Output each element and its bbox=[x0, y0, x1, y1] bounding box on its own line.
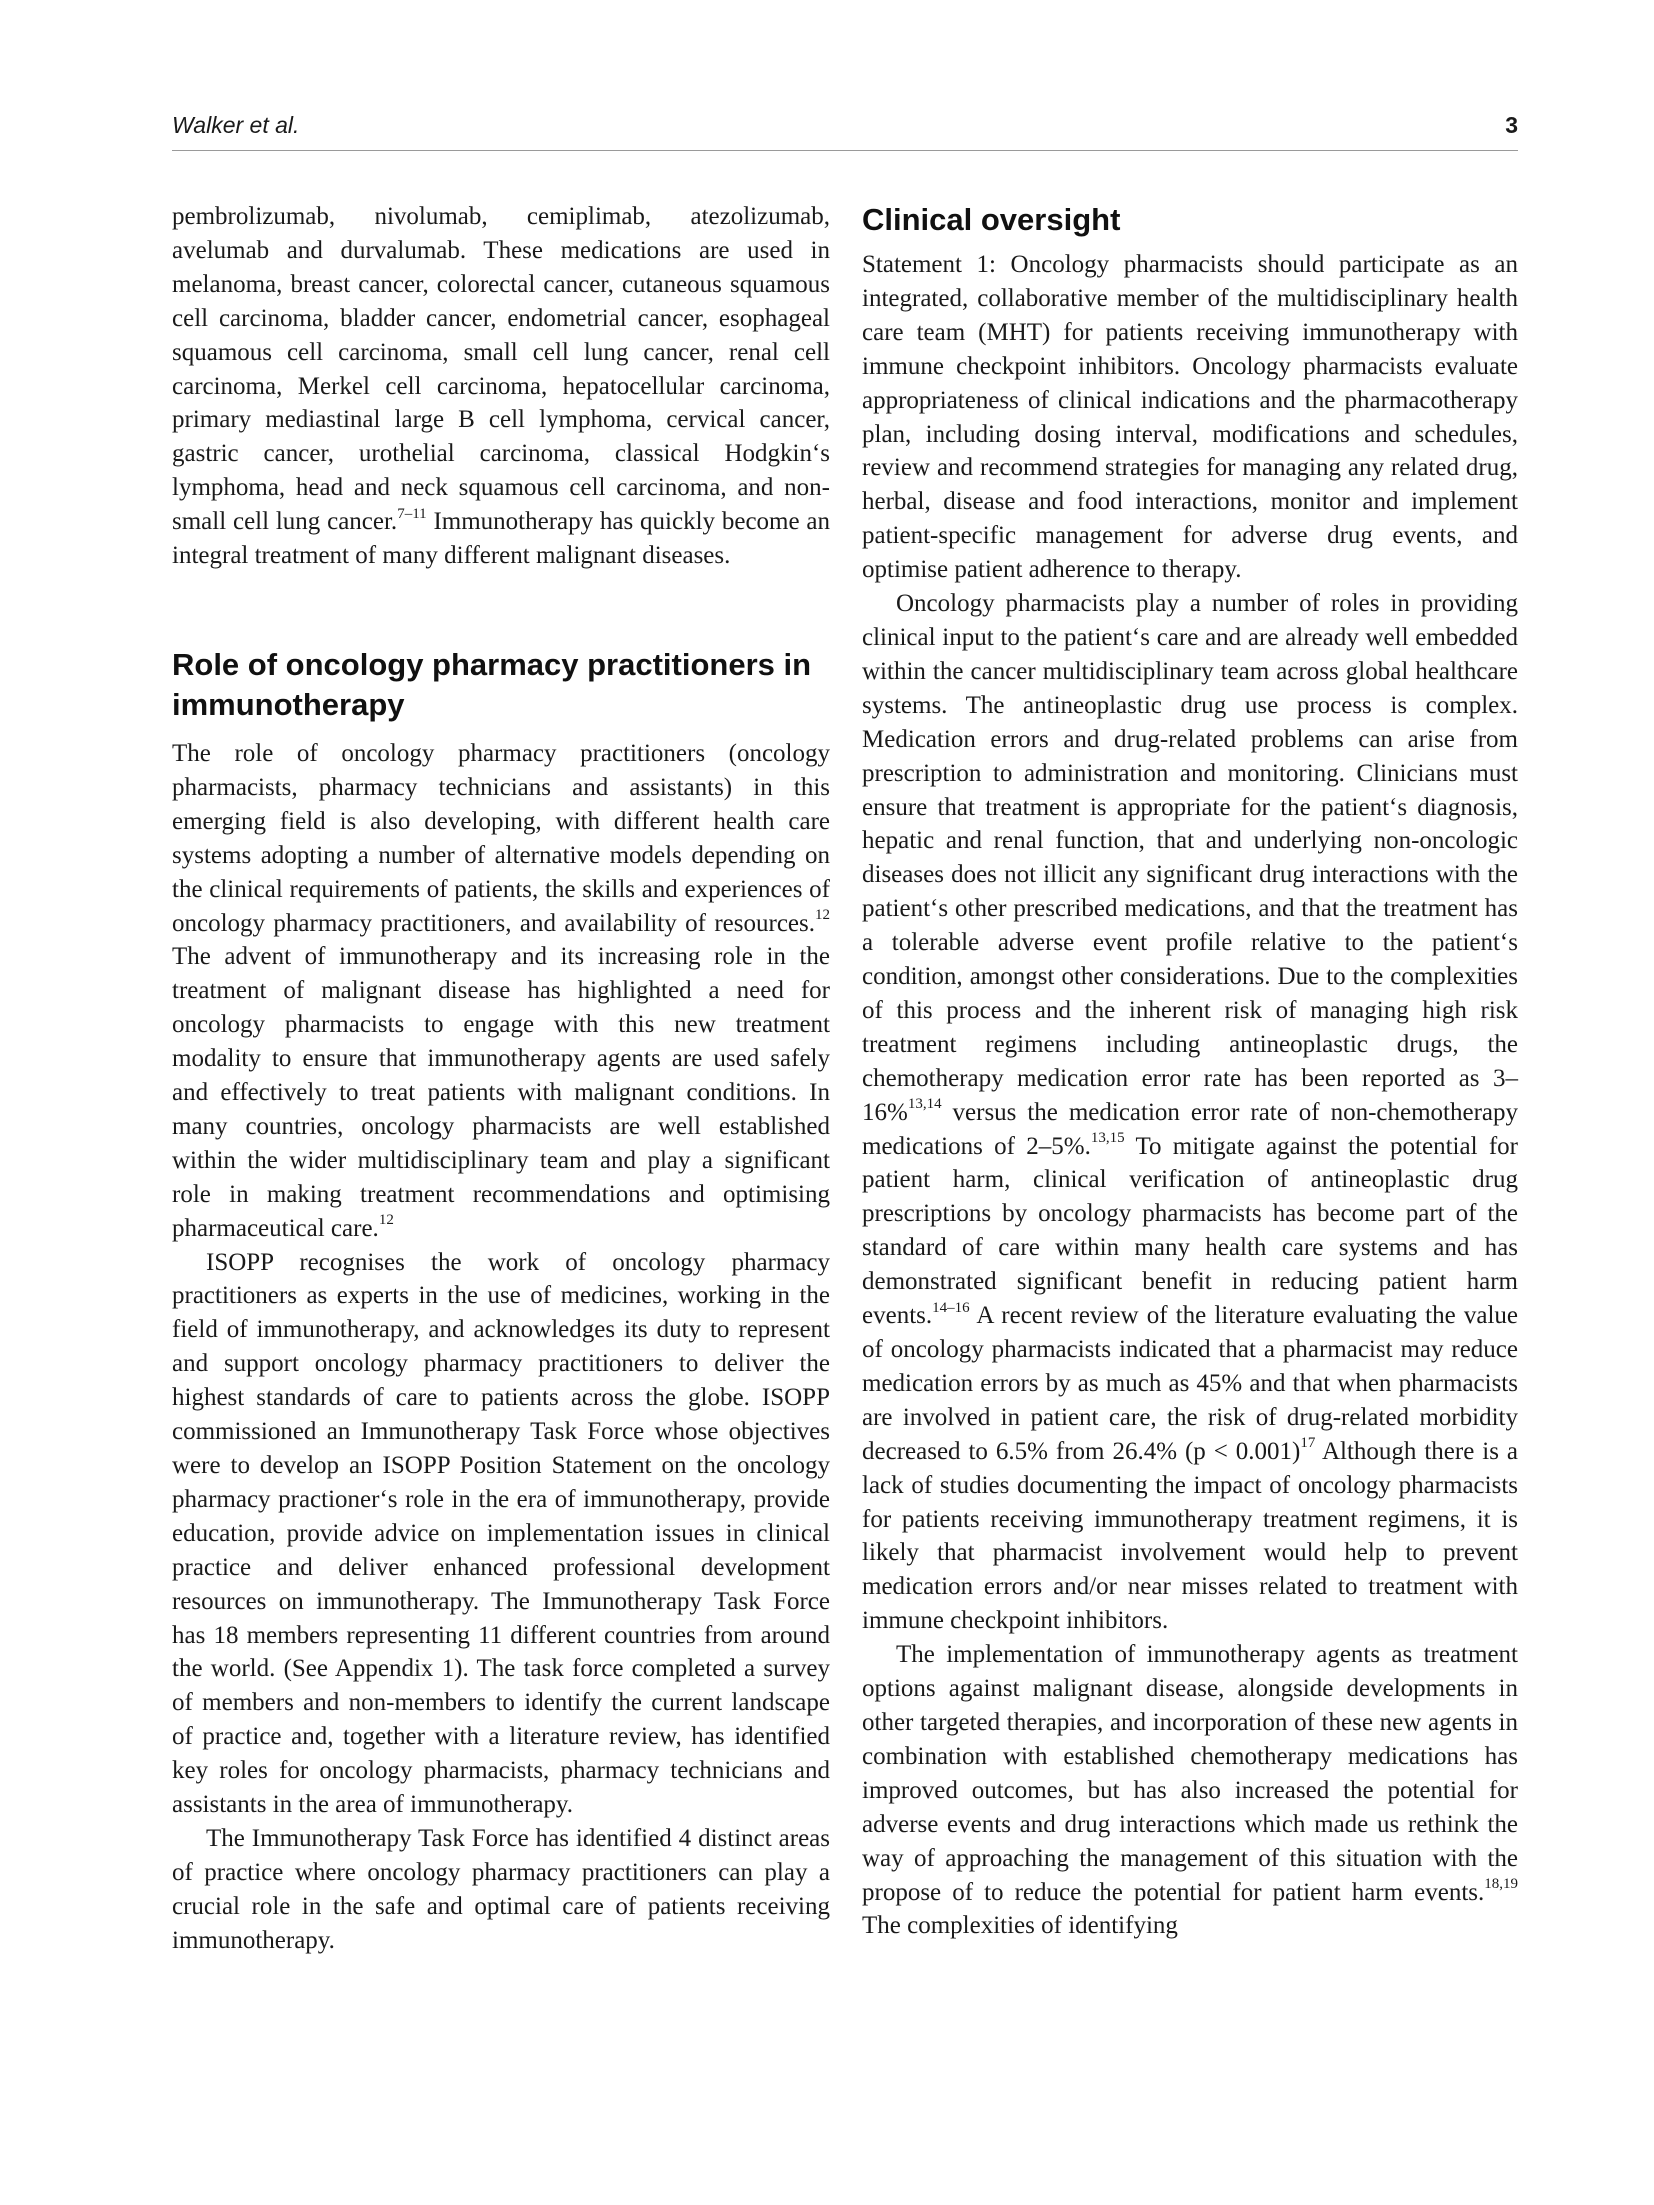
left-p2-text: The role of oncology pharmacy practitioners (oncology pharmacists, pharmacy technicians and assistants) in this emerging field is also developing, with different health care systems adopting a number of alternative models depending on the clinical requirements of patients, the skills and experiences of oncology pharmacy practitioners, and availability of resources. bbox=[172, 739, 830, 937]
right-p3-text: The implementation of immunotherapy agents as treatment options against malignant disease, alongside developments in other targeted therapies, and incorporation of these new agents in combination with established chemotherapy medications has improved outcomes, but has also increased the potential for adverse events and drug interactions which made us rethink the way of approaching the management of this situation with the propose of to reduce the potential for patient harm events. bbox=[862, 1641, 1518, 1906]
right-p2-text-cont: versus the medication error rate of non-chemotherapy medications of 2–5%. bbox=[862, 1098, 1518, 1160]
right-p2-text-cont: To mitigate against the potential for patient harm, clinical verification of antineoplastic drug prescriptions by oncology pharmacists has become part of the standard of care within many health care systems and has demonstrated significant benefit in reducing patient harm events. bbox=[862, 1132, 1518, 1330]
running-head bbox=[172, 112, 1518, 146]
left-paragraph-2 bbox=[172, 737, 830, 1246]
running-head-authors: Walker et al. bbox=[172, 112, 300, 138]
left-column bbox=[172, 200, 830, 1958]
citation: 14–16 bbox=[932, 1299, 970, 1316]
section-heading-clinical-oversight: Clinical oversight bbox=[862, 202, 1121, 237]
left-p2-text-cont: The advent of immunotherapy and its increasing role in the treatment of malignant disease has highlighted a need for oncology pharmacists to engage with this new treatment modality to ensure that immunotherapy agents are used safely and effectively to treat patients with malignant conditions. In many countries, oncology pharmacists are well established within the wider multidisciplinary team and play a significant role in making treatment recommendations and optimising pharmaceutical care. bbox=[172, 943, 830, 1242]
section-heading-role: Role of oncology pharmacy practitioners in immunotherapy bbox=[172, 646, 812, 722]
citation: 17 bbox=[1300, 1435, 1316, 1452]
left-p1-text: pembrolizumab, nivolumab, cemiplimab, atezolizumab, avelumab and durvalumab. These medications are used in melanoma, breast cancer, colorectal cancer, cutaneous squamous cell carcinoma, bladder cancer, endometrial cancer, esophageal squamous cell carcinoma, small cell lung cancer, renal cell carcinoma, Merkel cell carcinoma, hepatocellular carcinoma, primary mediastinal large B cell lymphoma, cervical cancer, gastric cancer, urothelial carcinoma, classical Hodgkin‘s lymphoma, head and neck squamous cell carcinoma, and non-small cell lung cancer. bbox=[172, 203, 830, 536]
left-p1-text-cont: Immunotherapy has quickly become an integral treatment of many different malignant diseases. bbox=[172, 508, 830, 570]
right-column bbox=[862, 200, 1518, 1943]
citation: 13,14 bbox=[907, 1096, 942, 1113]
right-paragraph-1: Statement 1: Oncology pharmacists should participate as an integrated, collaborative member of the multidisciplinary health care team (MHT) for patients receiving immunotherapy with immune checkpoint inhibitors. Oncology pharmacists evaluate appropriateness of clinical indications and the pharmacotherapy plan, including dosing interval, modifications and schedules, review and recommend strategies for managing any related drug, herbal, disease and food interactions, monitor and implement patient-specific management for adverse drug events, and optimise patient adherence to therapy. bbox=[862, 251, 1518, 584]
right-p2-text-cont: A recent review of the literature evaluating the value of oncology pharmacists indicated that a pharmacist may reduce medication errors by as much as 45% and that when pharmacists are involved in patient care, the risk of drug-related morbidity decreased to 6.5% from 26.4% (p < 0.001) bbox=[862, 1302, 1518, 1465]
right-paragraph-2 bbox=[862, 587, 1518, 1638]
left-paragraph-1 bbox=[172, 200, 830, 573]
right-p2-text: Oncology pharmacists play a number of roles in providing clinical input to the patient‘s care and are already well embedded within the cancer multidisciplinary team across global healthcare systems. The antineoplastic drug use process is complex. Medication errors and drug-related problems can arise from prescription to administration and monitoring. Clinicians must ensure that treatment is appropriate for the patient‘s diagnosis, hepatic and renal function, that and underlying non-oncologic diseases does not illicit any significant drug interactions with the patient‘s other prescribed medications, and that the treatment has a tolerable adverse event profile relative to the patient‘s condition, amongst other considerations. Due to the complexities of this process and the inherent risk of managing high risk treatment regimens including antineoplastic drugs, the chemotherapy medication error rate has been reported as 3–16% bbox=[862, 590, 1518, 1126]
citation: 12 bbox=[815, 907, 830, 924]
citation: 12 bbox=[378, 1212, 394, 1229]
citation: 18,19 bbox=[1484, 1876, 1518, 1893]
citation: 7–11 bbox=[397, 505, 427, 522]
header-rule bbox=[172, 150, 1518, 151]
right-p3-text-cont: The complexities of identifying bbox=[862, 1912, 1178, 1940]
left-paragraph-4: The Immunotherapy Task Force has identified 4 distinct areas of practice where oncology pharmacy practitioners can play a crucial role in the safe and optimal care of patients receiving immunotherapy. bbox=[172, 1824, 830, 1954]
citation: 13,15 bbox=[1090, 1130, 1125, 1147]
left-paragraph-3: ISOPP recognises the work of oncology pharmacy practitioners as experts in the use of medicines, working in the field of immunotherapy, and acknowledges its duty to represent and support oncology pharmacy practitioners to deliver the highest standards of care to patients across the globe. ISOPP commissioned an Immunotherapy Task Force whose objectives were to develop an ISOPP Position Statement on the oncology pharmacy practioner‘s role in the era of immunotherapy, provide education, provide advice on implementation issues in clinical practice and deliver enhanced professional development resources on immunotherapy. The Immunotherapy Task Force has 18 members representing 11 different countries from around the world. (See Appendix 1). The task force completed a survey of members and non-members to identify the current landscape of practice and, together with a literature review, has identified key roles for oncology pharmacists, pharmacy technicians and assistants in the area of immunotherapy. bbox=[172, 1248, 830, 1819]
right-paragraph-3 bbox=[862, 1638, 1518, 1943]
page-number: 3 bbox=[1505, 112, 1518, 138]
right-p2-text-cont: Although there is a lack of studies documenting the impact of oncology pharmacists for patients receiving immunotherapy treatment regimens, it is likely that pharmacist involvement would help to prevent medication errors and/or near misses related to treatment with immune checkpoint inhibitors. bbox=[862, 1437, 1518, 1635]
